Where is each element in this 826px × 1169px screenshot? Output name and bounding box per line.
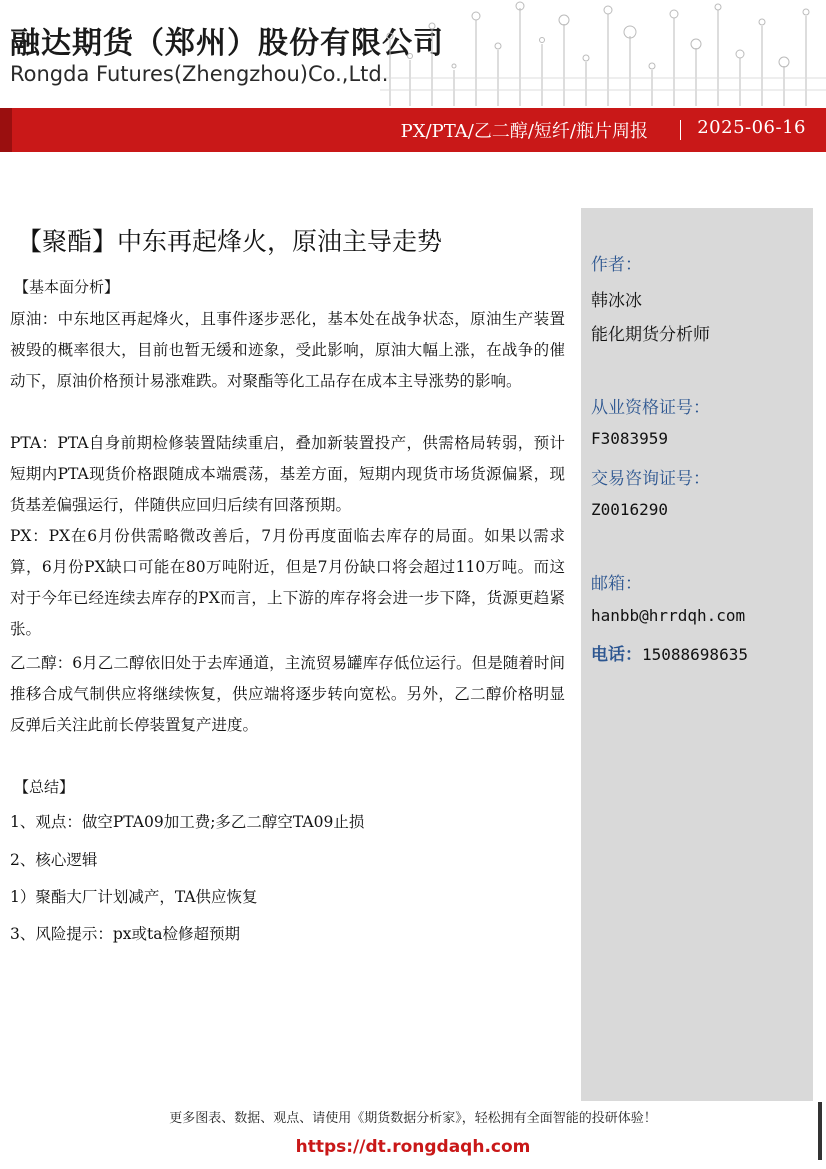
summary-item: 3、风险提示：px或ta检修超预期 bbox=[10, 925, 240, 943]
section-fundamentals: 【基本面分析】 bbox=[14, 278, 120, 296]
cert-number: F3083959 bbox=[591, 429, 669, 448]
email-label: 邮箱： bbox=[591, 574, 642, 594]
summary-item: 1、观点：做空PTA09加工费;多乙二醇空TA09止损 bbox=[10, 813, 365, 831]
author-label: 作者： bbox=[591, 255, 642, 275]
section-summary: 【总结】 bbox=[14, 778, 75, 796]
report-title: PX/PTA/乙二醇/短纤/瓶片周报 bbox=[400, 121, 648, 142]
company-name-cn: 融达期货（郑州）股份有限公司 bbox=[10, 26, 444, 61]
consult-number: Z0016290 bbox=[591, 500, 669, 519]
paragraph-pta: PTA：PTA自身前期检修装置陆续重启，叠加新装置投产，供需格局转弱，预计短期内PTA现货价格跟随成本端震荡，基差方面，短期内现货市场货源偏紧，现货基差偏强运行，伴随供应回归后续有回落预期。 bbox=[10, 434, 565, 514]
paragraph-meg: 乙二醇：6月乙二醇依旧处于去库通道，主流贸易罐库存低位运行。但是随着时间推移合成气制供应将继续恢复，供应端将逐步转向宽松。另外，乙二醇价格明显反弹后关注此前长停装置复产进度。 bbox=[10, 654, 565, 734]
company-name-en: Rongda Futures(Zhengzhou)Co.,Ltd. bbox=[10, 62, 389, 86]
summary-item: 1）聚酯大厂计划减产，TA供应恢复 bbox=[10, 888, 258, 906]
phone-number[interactable]: 15088698635 bbox=[642, 645, 748, 664]
footer-promo: 更多图表、数据、观点、请使用《期货数据分析家》，轻松拥有全面智能的投研体验！ bbox=[169, 1111, 657, 1126]
article-title: 【聚酯】中东再起烽火，原油主导走势 bbox=[17, 227, 443, 256]
report-date: 2025-06-16 bbox=[697, 117, 806, 138]
paragraph-crude: 原油：中东地区再起烽火，且事件逐步恶化，基本处在战争状态，原油生产装置被毁的概率很大，目前也暂无缓和迹象，受此影响，原油大幅上涨，在战争的催动下，原油价格预计易涨难跌。对聚酯等化工品存在成本主导涨势的影响。 bbox=[10, 310, 565, 390]
summary-item: 2、核心逻辑 bbox=[10, 851, 98, 869]
paragraph-px: PX：PX在6月份供需略微改善后，7月份再度面临去库存的局面。如果以需求算，6月份PX缺口可能在80万吨附近，但是7月份缺口将会超过110万吨。而这对于今年已经连续去库存的PX而言，上下游的库存将会进一步下降，货源更趋紧张。 bbox=[10, 527, 565, 638]
phone-label: 电话： bbox=[591, 645, 642, 665]
phone-row bbox=[591, 640, 748, 665]
footer-link[interactable]: https://dt.rongdaqh.com bbox=[295, 1137, 531, 1157]
cert-label: 从业资格证号： bbox=[591, 398, 710, 418]
header-decoration bbox=[380, 0, 826, 106]
banner-left-accent bbox=[0, 108, 12, 152]
scrollbar[interactable] bbox=[818, 1102, 822, 1160]
consult-label: 交易咨询证号： bbox=[591, 469, 710, 489]
page-header bbox=[0, 0, 826, 106]
email-address[interactable]: hanbb@hrrdqh.com bbox=[591, 606, 746, 625]
author-name: 韩冰冰 bbox=[591, 291, 642, 311]
author-title: 能化期货分析师 bbox=[591, 325, 710, 345]
banner-divider bbox=[680, 120, 681, 140]
